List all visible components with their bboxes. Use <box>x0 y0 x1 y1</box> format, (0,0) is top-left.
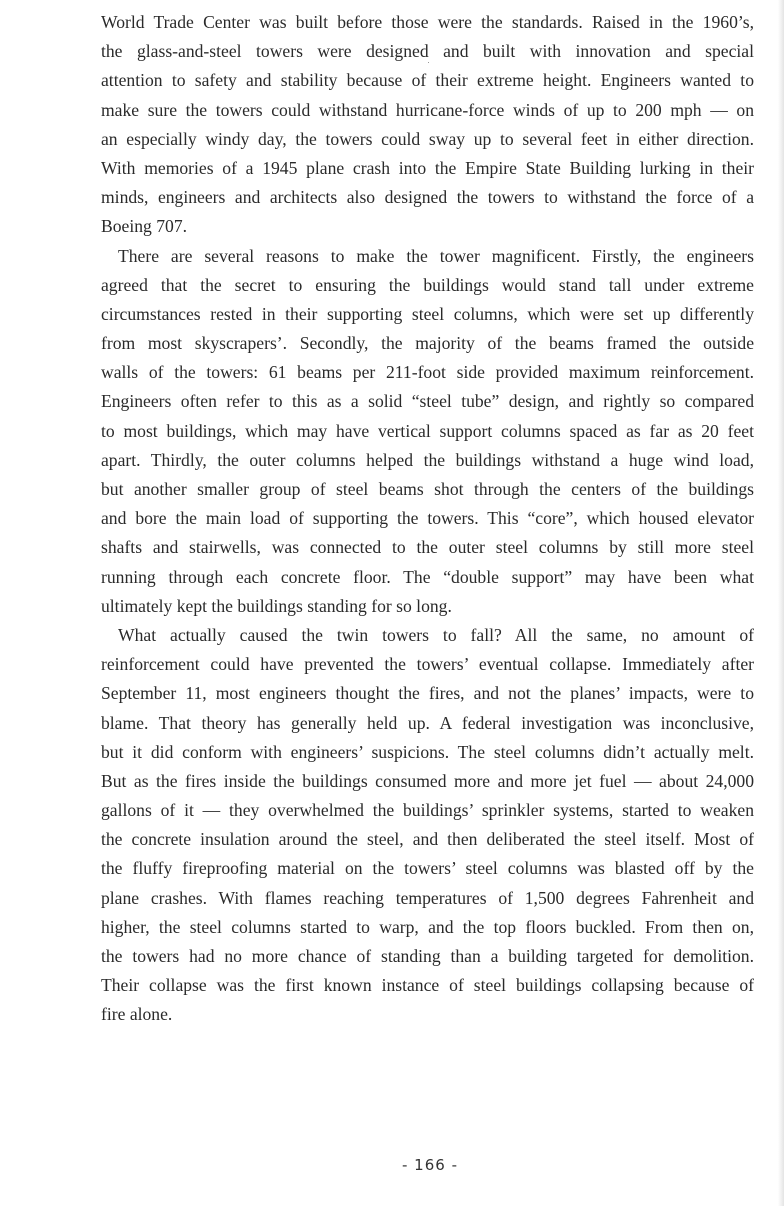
text-line: plane crashes. With flames reaching temperatures of 1,500 degrees Fahrenheit and <box>101 887 754 908</box>
text-line: World Trade Center was built before those were the standards. Raised in the 1960’s, <box>101 12 754 32</box>
text-line: blame. That theory has generally held up. A federal investigation was inconclusive, <box>101 712 754 733</box>
text-line: Engineers often refer to this as a solid “steel tube” design, and rightly so compared <box>101 391 754 412</box>
text-line: There are several reasons to make the tower magnificent. Firstly, the engineers <box>118 245 754 266</box>
text-line: What actually caused the twin towers to fall? All the same, no amount of <box>118 624 754 645</box>
text-line: apart. Thirdly, the outer columns helped the buildings withstand a huge wind load, <box>101 449 754 470</box>
text-line: September 11, most engineers thought the fires, and not the planes’ impacts, were to <box>101 683 754 704</box>
text-line: Their collapse was the first known instance of steel buildings collapsing because of <box>101 975 754 996</box>
paragraph <box>101 621 754 1030</box>
text-line: Boeing 707. <box>101 216 188 237</box>
text-line: gallons of it — they overwhelmed the buildings’ sprinkler systems, started to weaken <box>101 800 754 821</box>
page-number: - 166 - <box>402 1156 458 1174</box>
text-line: With memories of a 1945 plane crash into the Empire State Building lurking in their <box>101 157 754 178</box>
text-line: to most buildings, which may have vertical support columns spaced as far as 20 feet <box>101 420 754 441</box>
text-line: shafts and stairwells, was connected to the outer steel columns by still more steel <box>101 537 754 558</box>
text-line: the concrete insulation around the steel, and then deliberated the steel itself. Most of <box>101 829 754 850</box>
text-line: the fluffy fireproofing material on the towers’ steel columns was blasted off by the <box>101 858 754 879</box>
paragraph <box>101 242 754 621</box>
text-line: and bore the main load of supporting the towers. This “core”, which housed elevator <box>101 508 754 529</box>
text-line: an especially windy day, the towers could sway up to several feet in either direction. <box>101 128 754 149</box>
scan-edge-shadow <box>778 0 784 1206</box>
text-line: the towers had no more chance of standing than a building targeted for demolition. <box>101 946 754 966</box>
text-line: minds, engineers and architects also designed the towers to withstand the force of a <box>101 187 754 208</box>
text-line: but it did conform with engineers’ suspicions. The steel columns didn’t actually melt. <box>101 741 754 762</box>
text-line: agreed that the secret to ensuring the buildings would stand tall under extreme <box>101 274 754 295</box>
paragraph <box>101 8 754 242</box>
text-line: attention to safety and stability because of their extreme height. Engineers wanted to <box>101 70 754 91</box>
text-line: But as the fires inside the buildings consumed more and more jet fuel — about 24,000 <box>101 770 754 791</box>
text-line: reinforcement could have prevented the towers’ eventual collapse. Immediately after <box>101 654 754 675</box>
text-line: but another smaller group of steel beams shot through the centers of the buildings <box>101 479 754 499</box>
text-line: make sure the towers could withstand hurricane-force winds of up to 200 mph — on <box>101 99 754 120</box>
text-line: the glass-and-steel towers were designed and built with innovation and special <box>101 41 754 62</box>
text-line: running through each concrete floor. The “double support” may have been what <box>101 566 754 587</box>
text-line: circumstances rested in their supporting steel columns, which were set up differently <box>101 303 754 324</box>
document-body <box>101 8 754 1030</box>
text-line: fire alone. <box>101 1004 173 1025</box>
text-line: walls of the towers: 61 beams per 211-foot side provided maximum reinforcement. <box>101 362 754 383</box>
text-line: ultimately kept the buildings standing for so long. <box>101 595 452 616</box>
text-line: from most skyscrapers’. Secondly, the majority of the beams framed the outside <box>101 333 754 354</box>
text-line: higher, the steel columns started to warp, and the top floors buckled. From then on, <box>101 916 754 937</box>
